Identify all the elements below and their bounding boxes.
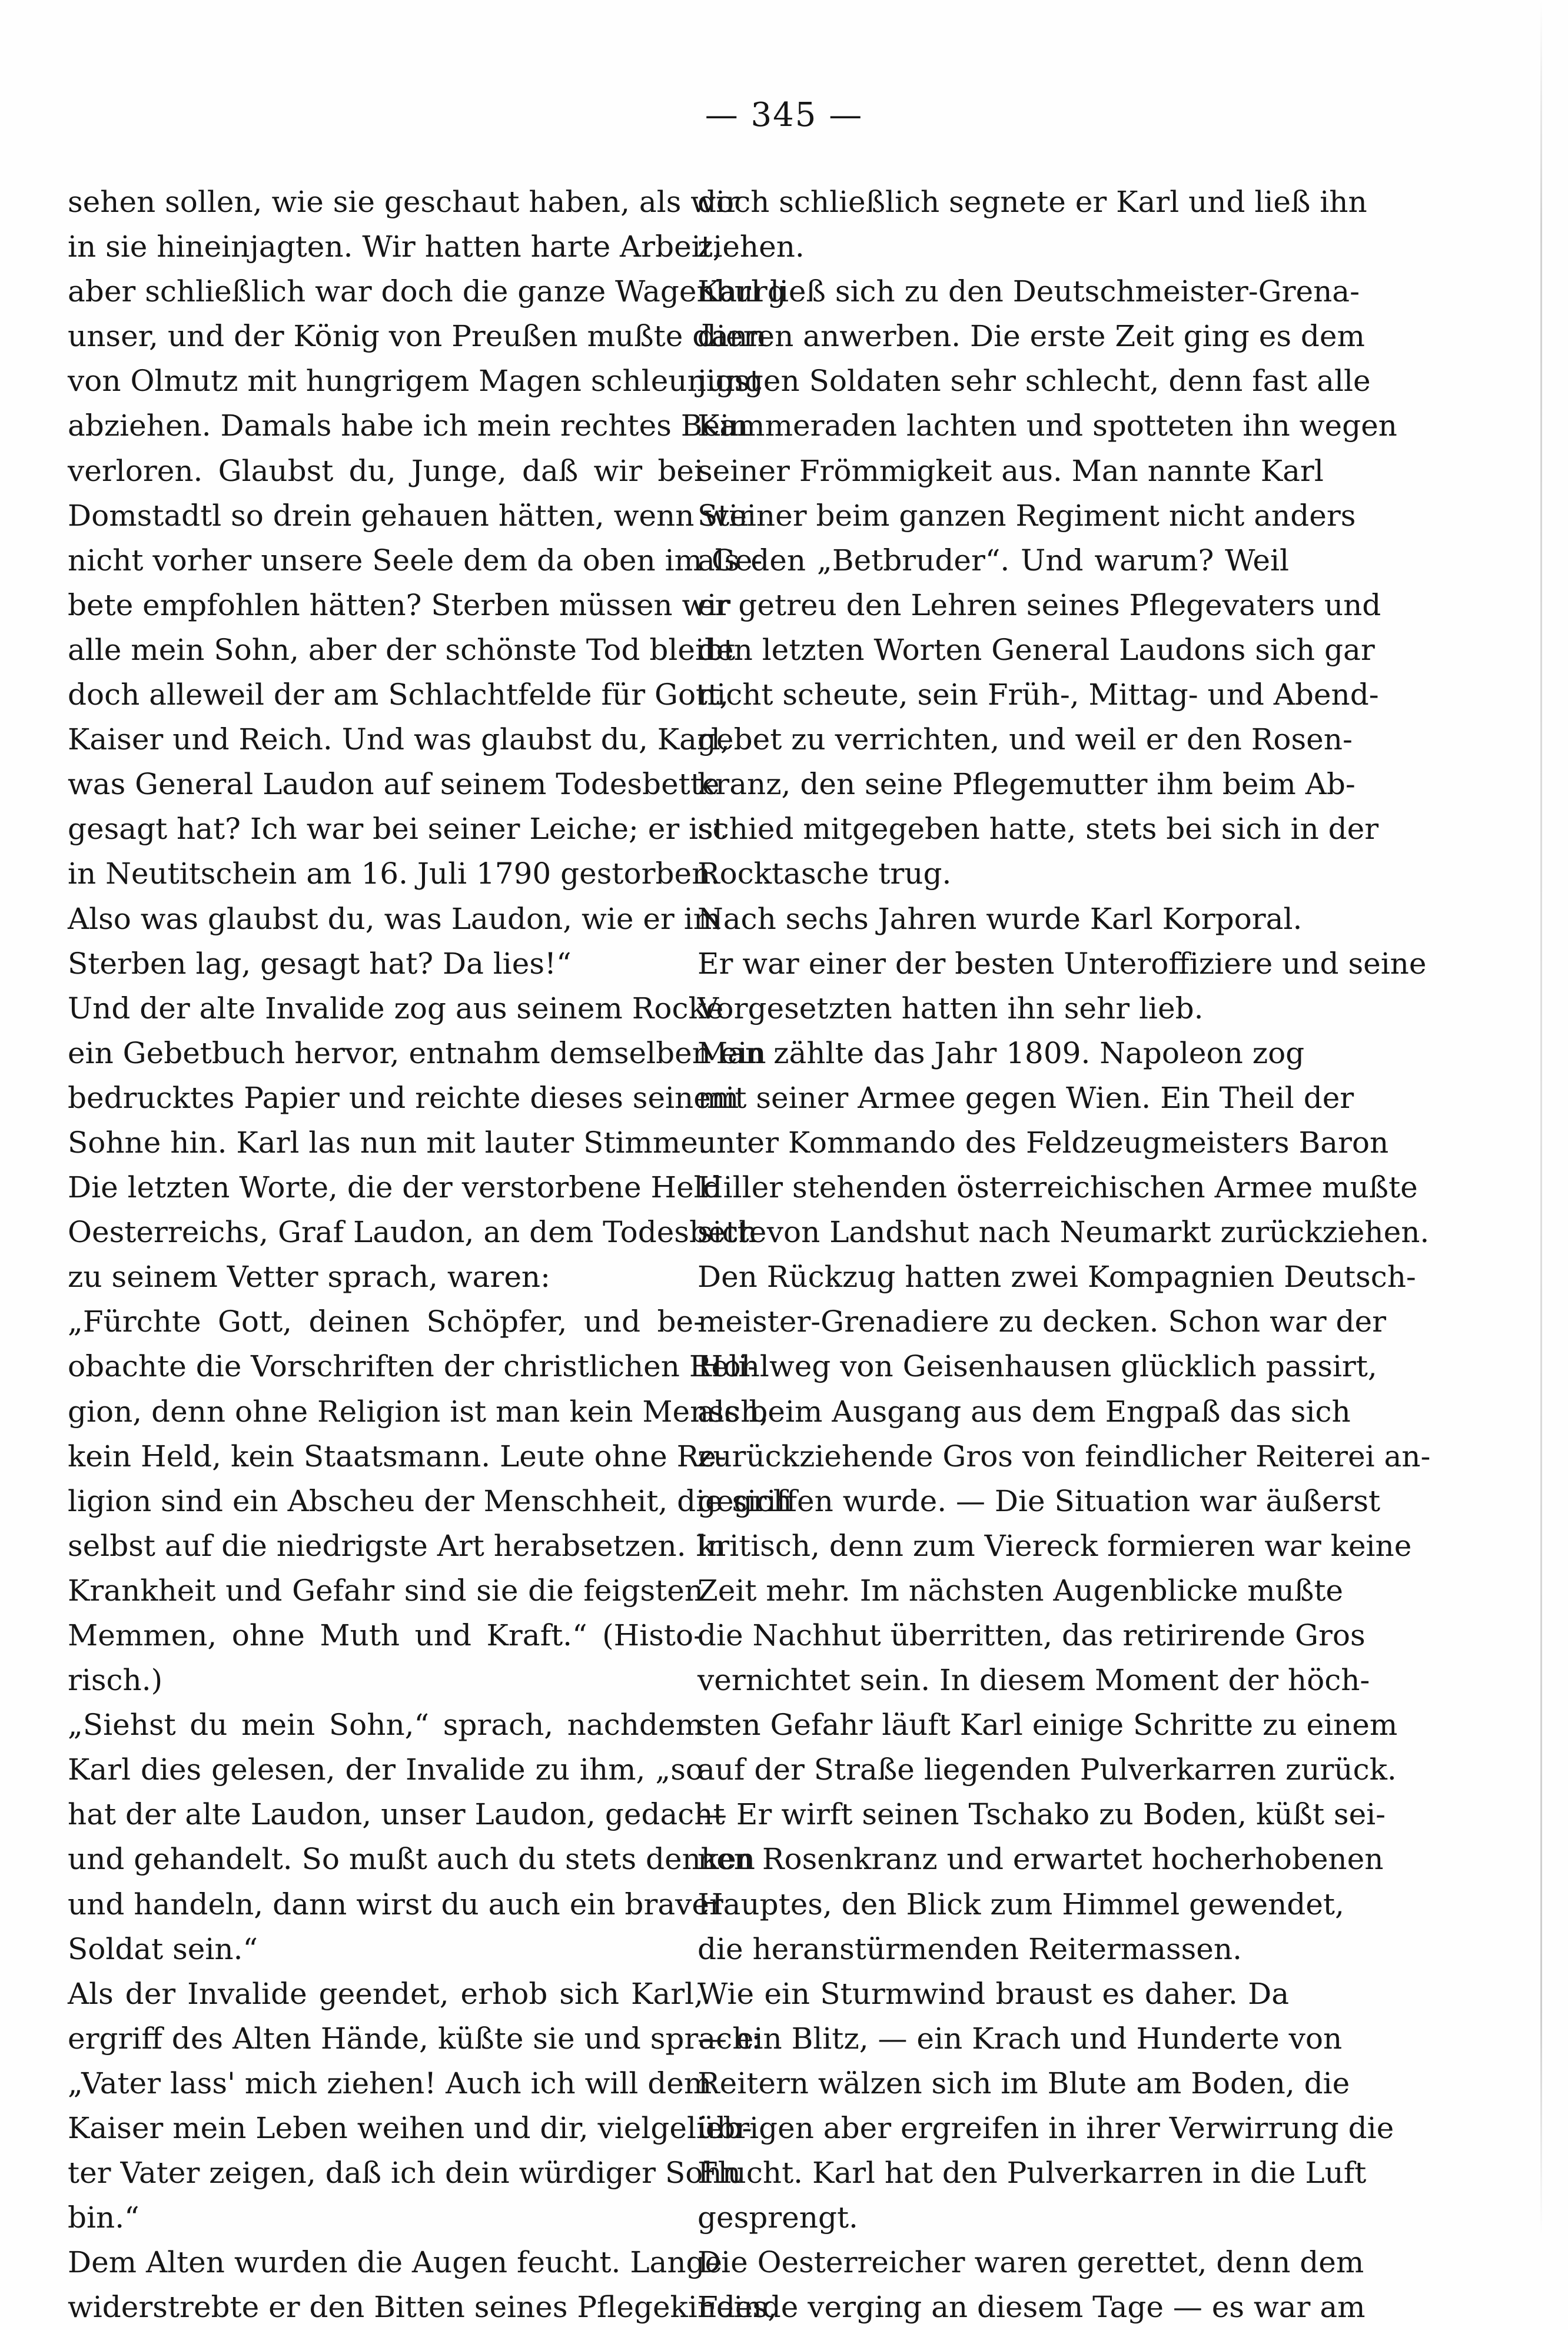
text-line: als beim Ausgang aus dem Engpaß das sich	[697, 1394, 1351, 1429]
text-line: Kaiser mein Leben weihen und dir, vielgelieb-	[68, 2111, 752, 2146]
text-line: zu seinem Vetter sprach, waren:	[68, 1260, 550, 1295]
text-line: Reitern wälzen sich im Blute am Boden, die	[697, 2066, 1350, 2100]
text-line: Zeit mehr. Im nächsten Augenblicke mußte	[697, 1573, 1343, 1608]
text-line: bin.“	[68, 2200, 139, 2235]
text-line: sich von Landshut nach Neumarkt zurückziehen.	[697, 1215, 1430, 1250]
text-line: in sie hineinjagten. Wir hatten harte Arbeit,	[68, 230, 722, 264]
scan-edge-shadow	[1540, 0, 1542, 2236]
text-line: verloren. Glaubst du, Junge, daß wir bei	[68, 453, 703, 488]
text-line: obachte die Vorschriften der christlichen Reli-	[68, 1349, 758, 1384]
text-line: Sohne hin. Karl las nun mit lauter Stimme.	[68, 1125, 707, 1160]
text-line: Karl dies gelesen, der Invalide zu ihm, „so	[68, 1753, 703, 1787]
text-line: von Olmutz mit hungrigem Magen schleunigst	[68, 364, 762, 399]
text-line: nicht scheute, sein Früh-, Mittag- und Abend-	[697, 678, 1379, 712]
text-line: selbst auf die niedrigste Art herabsetzen. In	[68, 1528, 726, 1563]
text-line: den letzten Worten General Laudons sich gar	[697, 632, 1375, 667]
text-line: ziehen.	[697, 230, 805, 264]
text-line: Oesterreichs, Graf Laudon, an dem Todesbette	[68, 1215, 767, 1250]
text-line: in Neutitschein am 16. Juli 1790 gestorben.	[68, 857, 720, 891]
text-line: und handeln, dann wirst du auch ein braver	[68, 1887, 723, 1921]
text-line: kritisch, denn zum Viereck formieren war keine	[697, 1528, 1412, 1563]
right-text-column	[697, 180, 1431, 2330]
text-line: Er war einer der besten Unteroffiziere und seine	[697, 946, 1427, 981]
text-line: — ein Blitz, — ein Krach und Hunderte von	[697, 2021, 1343, 2056]
text-line: Dem Alten wurden die Augen feucht. Lange	[68, 2245, 723, 2280]
text-line: alle mein Sohn, aber der schönste Tod bleibt	[68, 632, 736, 667]
text-line: aber schließlich war doch die ganze Wagenburg	[68, 274, 786, 309]
text-line: widerstrebte er den Bitten seines Pflegekindes,	[68, 2290, 778, 2325]
text-line: Kaiser und Reich. Und was glaubst du, Karl,	[68, 722, 730, 757]
text-line: „Vater lass' mich ziehen! Auch ich will dem	[68, 2066, 712, 2100]
text-line: Den Rückzug hatten zwei Kompagnien Deutsch-	[697, 1260, 1416, 1295]
text-line: bete empfohlen hätten? Sterben müssen wir	[68, 588, 731, 622]
text-line: Als der Invalide geendet, erhob sich Karl,	[68, 1976, 703, 2011]
text-line: er getreu den Lehren seines Pflegevaters und	[697, 588, 1381, 622]
text-line: gegriffen wurde. — Die Situation war äußerst	[697, 1483, 1381, 1518]
text-line: Die letzten Worte, die der verstorbene Held	[68, 1170, 722, 1205]
text-line: seiner Frömmigkeit aus. Man nannte Karl	[697, 453, 1324, 488]
text-line: und gehandelt. So mußt auch du stets denken	[68, 1842, 755, 1877]
text-line: Man zählte das Jahr 1809. Napoleon zog	[697, 1035, 1305, 1070]
text-line: Hauptes, den Blick zum Himmel gewendet,	[697, 1887, 1344, 1921]
text-line: Hohlweg von Geisenhausen glücklich passirt,	[697, 1349, 1377, 1384]
text-line: schied mitgegeben hatte, stets bei sich in der	[697, 812, 1379, 847]
text-line: Nach sechs Jahren wurde Karl Korporal.	[697, 901, 1303, 936]
text-line: Die Oesterreicher waren gerettet, denn dem	[697, 2245, 1364, 2280]
text-line: „Fürchte Gott, deinen Schöpfer, und be-	[68, 1305, 703, 1339]
text-line: unser, und der König von Preußen mußte dann	[68, 319, 767, 354]
text-line: Wie ein Sturmwind braust es daher. Da	[697, 1976, 1289, 2011]
text-line: was General Laudon auf seinem Todesbette	[68, 767, 720, 802]
text-line: gesprengt.	[697, 2200, 858, 2235]
text-line: auf der Straße liegenden Pulverkarren zurück.	[697, 1753, 1397, 1787]
text-line: Hiller stehenden österreichischen Armee mußte	[697, 1170, 1418, 1205]
text-line: nicht vorher unsere Seele dem da oben im Ge-	[68, 543, 763, 577]
text-line: Steiner beim ganzen Regiment nicht anders	[697, 498, 1356, 533]
text-line: die Nachhut überritten, das retirirende Gros	[697, 1618, 1366, 1652]
text-line: Karl ließ sich zu den Deutschmeister-Grena-	[697, 274, 1360, 309]
page-number: — 345 —	[705, 96, 863, 134]
text-line: Vorgesetzten hatten ihn sehr lieb.	[697, 991, 1204, 1025]
text-line: hat der alte Laudon, unser Laudon, gedacht	[68, 1797, 725, 1832]
text-line: gesagt hat? Ich war bei seiner Leiche; er ist	[68, 812, 725, 847]
text-line: gebet zu verrichten, und weil er den Rosen-	[697, 722, 1353, 757]
text-line: Feinde verging an diesem Tage — es war am	[697, 2290, 1366, 2325]
text-line: Sterben lag, gesagt hat? Da lies!“	[68, 946, 572, 981]
text-line: sten Gefahr läuft Karl einige Schritte zu einem	[697, 1708, 1398, 1742]
text-line: ein Gebetbuch hervor, entnahm demselben ein	[68, 1035, 766, 1070]
text-line: ter Vater zeigen, daß ich dein würdiger Sohn	[68, 2156, 741, 2190]
text-line: mit seiner Armee gegen Wien. Ein Theil der	[697, 1080, 1354, 1115]
text-line: ergriff des Alten Hände, küßte sie und sprach:	[68, 2021, 762, 2056]
text-line: Und der alte Invalide zog aus seinem Rocke	[68, 991, 724, 1025]
text-line: abziehen. Damals habe ich mein rechtes Bein	[68, 409, 749, 443]
text-line: nen Rosenkranz und erwartet hocherhobenen	[697, 1842, 1384, 1877]
text-line: sehen sollen, wie sie geschaut haben, als wir	[68, 185, 739, 219]
text-line: ligion sind ein Abscheu der Menschheit, die sich	[68, 1483, 792, 1518]
text-line: zurückziehende Gros von feindlicher Reiterei an-	[697, 1439, 1431, 1473]
text-line: dieren anwerben. Die erste Zeit ging es dem	[697, 319, 1365, 354]
text-line: kranz, den seine Pflegemutter ihm beim Ab-	[697, 767, 1356, 802]
text-line: bedrucktes Papier und reichte dieses seinem	[68, 1080, 739, 1115]
text-line: doch schließlich segnete er Karl und ließ ihn	[697, 185, 1367, 219]
text-line: meister-Grenadiere zu decken. Schon war der	[697, 1305, 1387, 1339]
text-line: Domstadtl so drein gehauen hätten, wenn wir	[68, 498, 753, 533]
text-line: als den „Betbruder“. Und warum? Weil	[697, 543, 1289, 577]
text-line: „Siehst du mein Sohn,“ sprach, nachdem	[68, 1708, 703, 1742]
text-line: risch.)	[68, 1663, 163, 1698]
text-line: — Er wirft seinen Tschako zu Boden, küßt sei-	[697, 1797, 1386, 1832]
text-line: übrigen aber ergreifen in ihrer Verwirrung die	[697, 2111, 1394, 2146]
text-line: Also was glaubst du, was Laudon, wie er im	[68, 901, 722, 936]
text-line: vernichtet sein. In diesem Moment der höch-	[697, 1663, 1370, 1698]
text-line: unter Kommando des Feldzeugmeisters Baron	[697, 1125, 1389, 1160]
text-line: Flucht. Karl hat den Pulverkarren in die Luft	[697, 2156, 1367, 2190]
text-line: Soldat sein.“	[68, 1931, 258, 1966]
text-line: Krankheit und Gefahr sind sie die feigsten	[68, 1573, 703, 1608]
text-line: kein Held, kein Staatsmann. Leute ohne Re-	[68, 1439, 726, 1473]
text-line: gion, denn ohne Religion ist man kein Mensch,	[68, 1394, 769, 1429]
text-line: doch alleweil der am Schlachtfelde für Gott,	[68, 678, 729, 712]
text-line: die heranstürmenden Reitermassen.	[697, 1931, 1242, 1966]
text-line: jungen Soldaten sehr schlecht, denn fast alle	[697, 364, 1371, 399]
text-line: Memmen, ohne Muth und Kraft.“ (Histo-	[68, 1618, 703, 1652]
text-line: Rocktasche trug.	[697, 857, 952, 891]
text-line: Kammeraden lachten und spotteten ihn wegen	[697, 409, 1397, 443]
